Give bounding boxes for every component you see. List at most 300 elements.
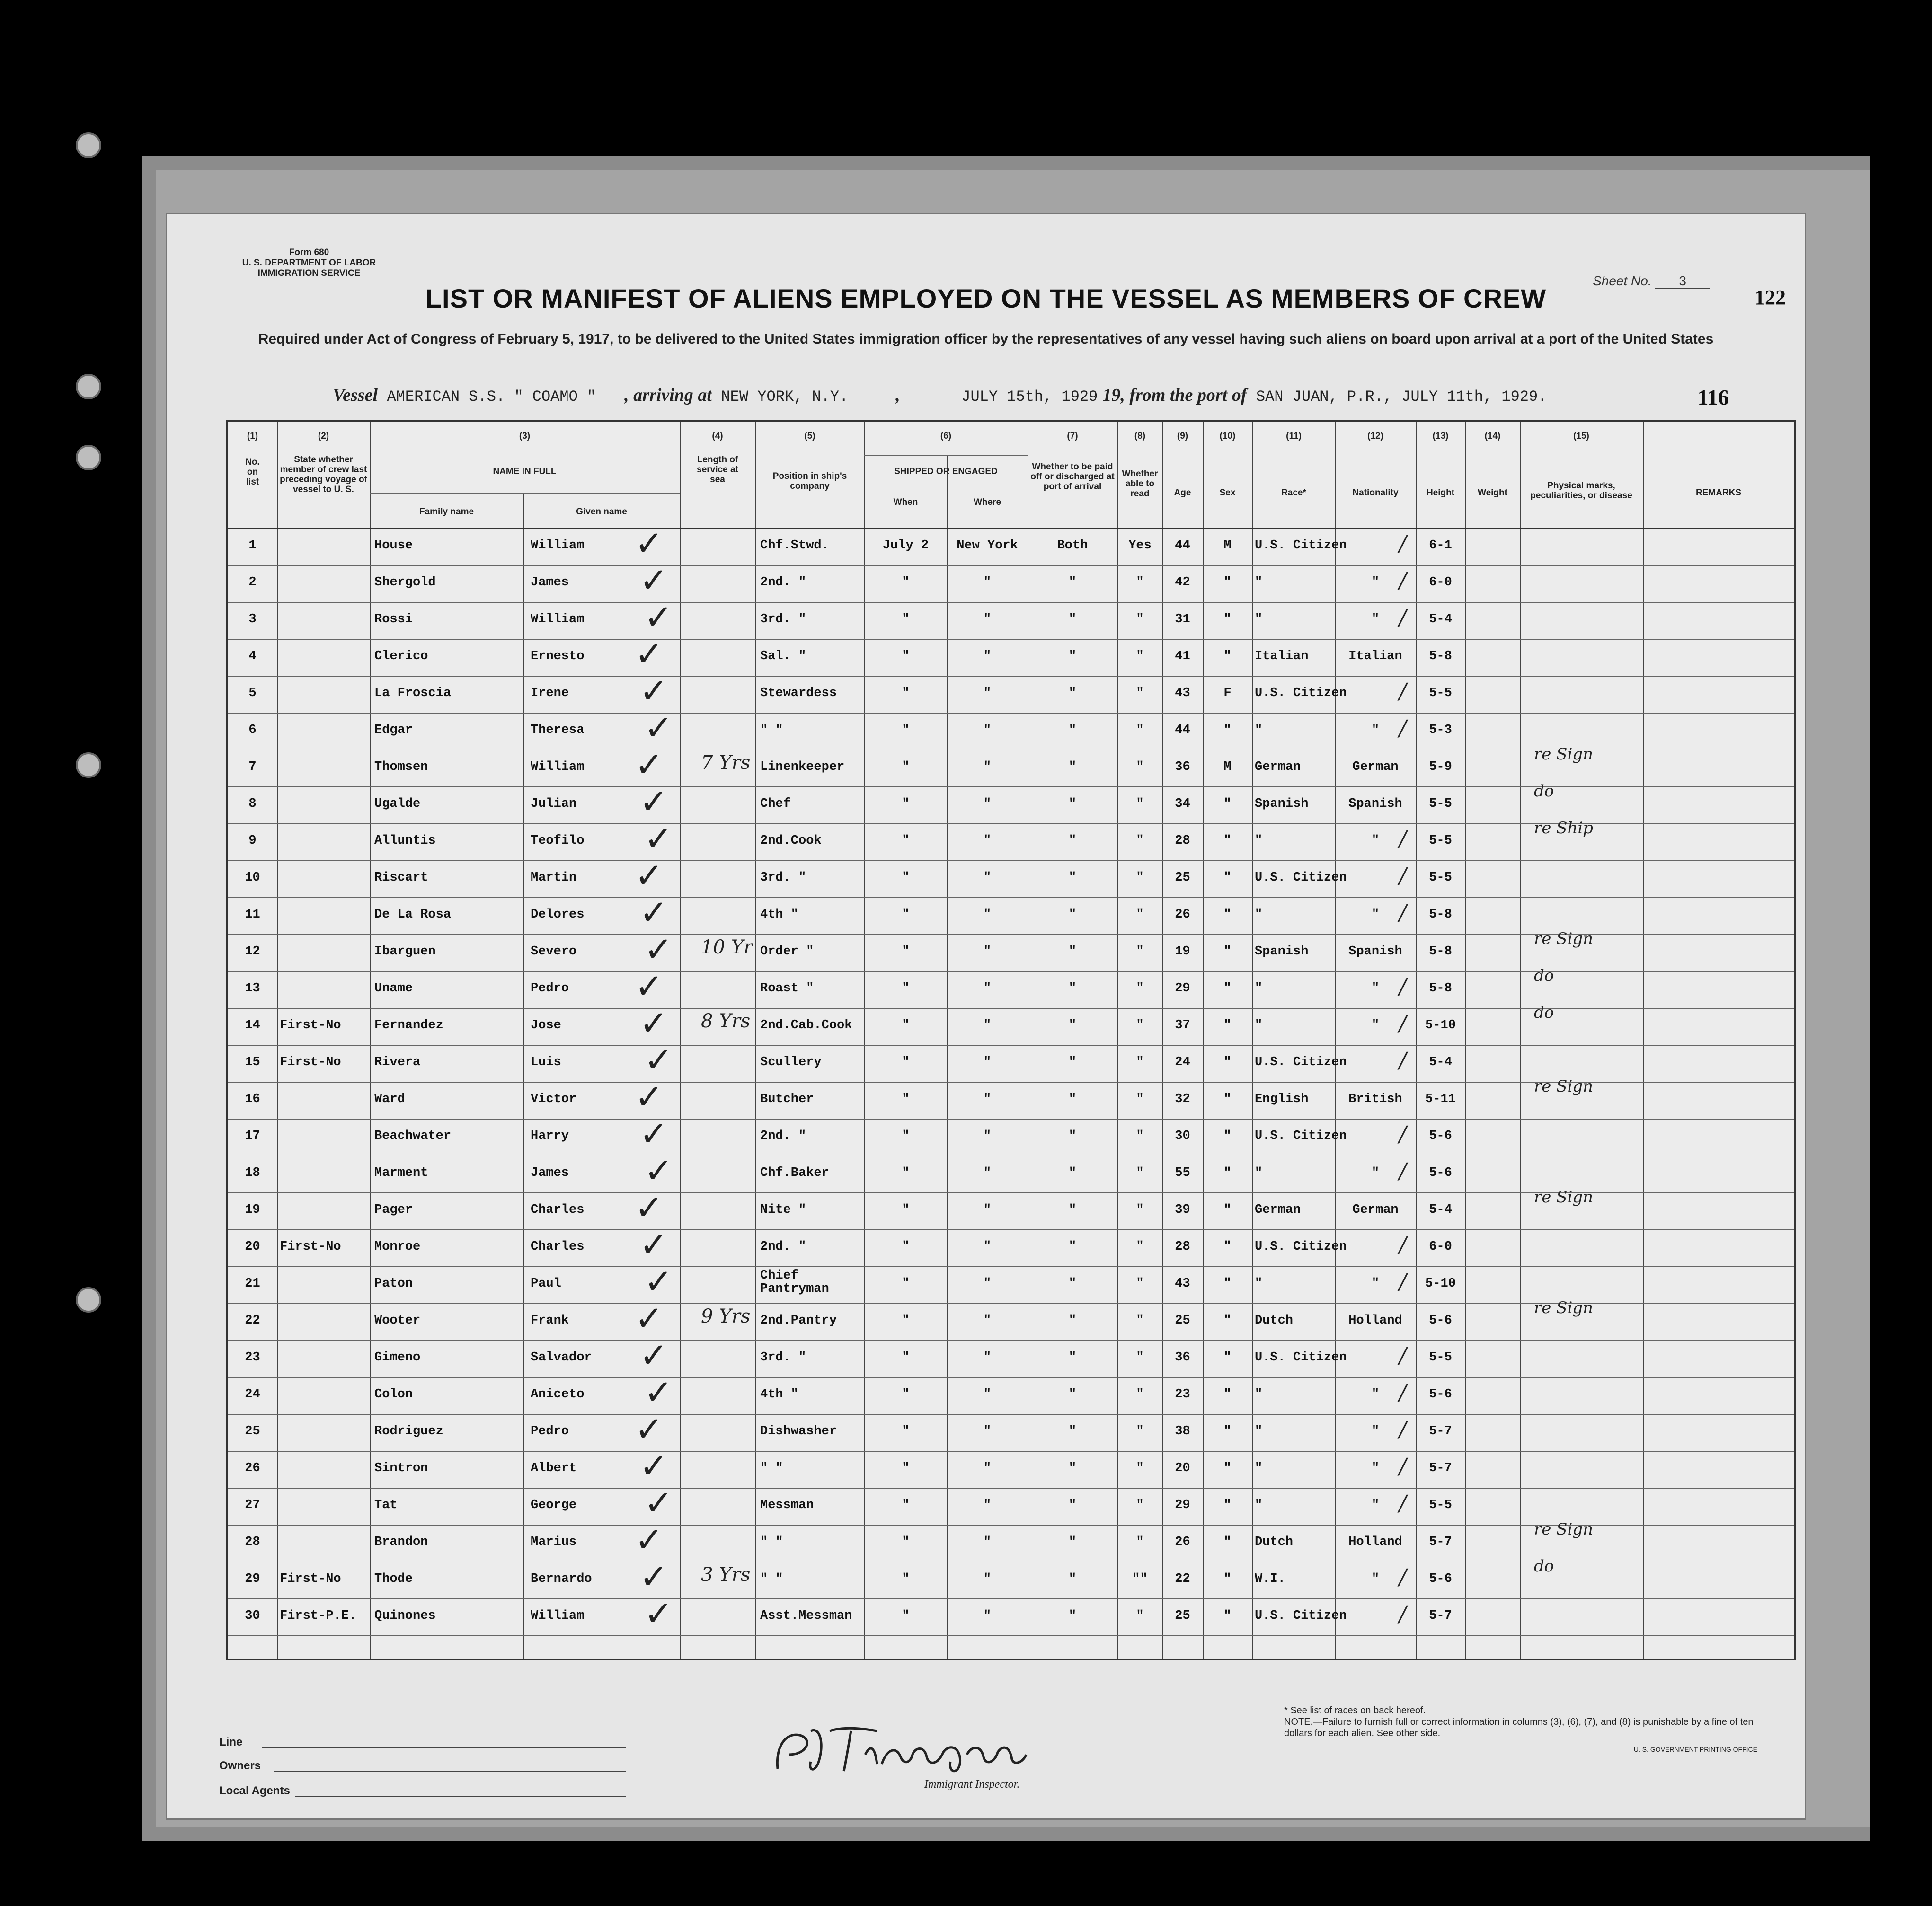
paid-off: " [1068,723,1077,737]
able-to-read: " [1136,1387,1144,1402]
shipped-when: " [902,1609,910,1623]
col-shipped-header: SHIPPED OR ENGAGED [894,467,998,476]
paid-off: " [1068,1166,1077,1180]
shipped-where: " [983,612,992,627]
slash-mark: / [1399,1158,1407,1183]
family-name: Pager [374,1203,413,1217]
shipped-where: " [983,908,992,922]
nationality: German [1352,760,1399,774]
col-race-number: (11) [1286,431,1302,441]
family-name: Rodriguez [374,1424,443,1438]
binder-hole [76,132,101,158]
able-to-read: " [1136,1535,1144,1549]
shipped-when: " [902,649,910,663]
shipped-when: " [902,1314,910,1328]
age: 42 [1175,575,1190,590]
position: Roast " [760,981,814,996]
sex: " [1223,1535,1232,1549]
sex: " [1223,1387,1232,1402]
col-no-number: (1) [247,431,258,441]
row-rule [228,713,1794,714]
sex: " [1223,1424,1232,1438]
shipped-when: " [902,1461,910,1475]
able-to-read: " [1136,871,1144,885]
check-mark: ✓ [639,560,668,600]
col-physical-number: (15) [1573,431,1589,441]
paid-off: " [1068,1277,1077,1291]
able-to-read: " [1136,908,1144,922]
age: 43 [1175,686,1190,700]
given-name: James [531,1166,569,1180]
able-to-read: " [1136,1018,1144,1032]
race: " [1255,723,1263,737]
check-mark: ✓ [644,929,673,969]
given-name: Salvador [531,1350,592,1365]
shipped-when: " [902,1277,910,1291]
given-name: William [531,760,585,774]
row-rule [228,1008,1794,1009]
row-number: 25 [245,1424,260,1438]
binder-hole [76,374,101,399]
check-mark: ✓ [635,523,664,563]
given-name: Luis [531,1055,561,1069]
row-rule [228,1119,1794,1120]
age: 25 [1175,1609,1190,1623]
printer-mark: U. S. GOVERNMENT PRINTING OFFICE [1633,1746,1757,1753]
able-to-read: " [1136,834,1144,848]
sex: " [1223,871,1232,885]
form-subtitle: Required under Act of Congress of February 5, 1917, to be delivered to the United States immigration officer by the representatives of any vessel having such aliens on board upon arrival at a port of the United States [258,331,1714,347]
nationality: British [1348,1092,1402,1106]
family-name: Thomsen [374,760,428,774]
check-mark: ✓ [644,1594,673,1633]
paid-off: " [1068,1609,1077,1623]
col-age-number: (9) [1177,431,1188,441]
slash-mark: / [1399,1490,1407,1516]
family-name: Alluntis [374,834,436,848]
position: 3rd. " [760,1350,806,1365]
row-number: 4 [248,649,257,663]
family-name: Riscart [374,871,428,885]
check-mark: ✓ [639,1114,668,1154]
family-name: Fernandez [374,1018,443,1032]
height: 5-6 [1429,1166,1452,1180]
shipped-where: " [983,1498,992,1512]
shipped-where: " [983,1129,992,1143]
race: " [1255,908,1263,922]
paid-off: " [1068,1203,1077,1217]
height: 5-5 [1429,1498,1452,1512]
check-mark: ✓ [639,671,668,711]
row-number: 21 [245,1277,260,1291]
race: " [1255,1018,1263,1032]
family-name: Edgar [374,723,413,737]
slash-mark: / [1399,863,1407,888]
shipped-where: " [983,871,992,885]
shipped-where: " [983,981,992,996]
height: 5-11 [1425,1092,1456,1106]
sex: " [1223,1461,1232,1475]
shipped-when: " [902,1166,910,1180]
agents-field [295,1796,626,1797]
age: 19 [1175,944,1190,959]
position: Sal. " [760,649,806,663]
race: German [1255,760,1301,774]
shipped-where: " [983,760,992,774]
position: 3rd. " [760,612,806,627]
row-number: 12 [245,944,260,959]
shipped-when: " [902,1387,910,1402]
row-number: 26 [245,1461,260,1475]
row-number: 20 [245,1240,260,1254]
shipped-when: " [902,1535,910,1549]
slash-mark: / [1399,1564,1407,1589]
position: " " [760,1461,783,1475]
previous-voyage: First-No [280,1572,341,1586]
age: 44 [1175,723,1190,737]
family-name: Marment [374,1166,428,1180]
age: 22 [1175,1572,1190,1586]
age: 29 [1175,1498,1190,1512]
position: Nite " [760,1203,806,1217]
check-mark: ✓ [644,1040,673,1080]
row-rule [228,860,1794,861]
paid-off: " [1068,1092,1077,1106]
sheet-value: 3 [1655,274,1710,289]
row-number: 1 [248,538,257,553]
able-to-read: " [1136,1498,1144,1512]
row-number: 5 [248,686,257,700]
height: 5-9 [1429,760,1452,774]
service-length: 10 Yr [701,936,753,958]
col-prev-number: (2) [318,431,329,441]
col-family-header: Family name [419,507,474,517]
shipped-when: " [902,871,910,885]
col-where-header: Where [973,497,1001,507]
row-number: 18 [245,1166,260,1180]
shipped-when: " [902,944,910,959]
check-mark: ✓ [639,1335,668,1375]
position: " " [760,1535,783,1549]
shipped-where: " [983,686,992,700]
given-name: William [531,1609,585,1623]
race: Dutch [1255,1535,1294,1549]
col-name-header: NAME IN FULL [493,467,557,476]
sex: M [1223,760,1232,774]
department: U. S. DEPARTMENT OF LABOR [242,258,376,268]
age: 24 [1175,1055,1190,1069]
shipped-when: " [902,1424,910,1438]
shipped-where: " [983,797,992,811]
slash-mark: / [1399,1453,1407,1479]
shipped-where: " [983,649,992,663]
row-number: 11 [245,908,260,922]
nationality: Spanish [1348,797,1402,811]
service: IMMIGRATION SERVICE [257,268,361,278]
owners-field [274,1771,626,1772]
able-to-read: " [1136,686,1144,700]
able-to-read: " [1136,1092,1144,1106]
shipped-where: " [983,1314,992,1328]
race: Dutch [1255,1314,1294,1328]
shipped-when: " [902,612,910,627]
position: Butcher [760,1092,814,1106]
check-mark: ✓ [644,1262,673,1301]
slash-mark: / [1399,1601,1407,1626]
given-name: William [531,538,585,553]
family-name: Beachwater [374,1129,452,1143]
row-number: 15 [245,1055,260,1069]
height: 5-8 [1429,944,1452,959]
shipped-where: " [983,723,992,737]
row-number: 24 [245,1387,260,1402]
height: 5-6 [1429,1314,1452,1328]
age: 39 [1175,1203,1190,1217]
position: Scullery [760,1055,822,1069]
able-to-read: " [1136,1240,1144,1254]
check-mark: ✓ [644,708,673,748]
position: 2nd.Pantry [760,1314,837,1328]
row-number: 29 [245,1572,260,1586]
shipped-where: " [983,1240,992,1254]
paid-off: " [1068,1055,1077,1069]
able-to-read: " [1136,575,1144,590]
given-name: William [531,612,585,627]
row-rule [228,1488,1794,1489]
race: English [1255,1092,1309,1106]
shipped-where: " [983,1018,992,1032]
slash-mark: / [1399,1047,1407,1073]
paid-off: " [1068,1240,1077,1254]
able-to-read: " [1136,1166,1144,1180]
race: German [1255,1203,1301,1217]
physical-marks-note: re Ship [1534,819,1594,838]
nationality: " [1371,723,1380,737]
form-title: LIST OR MANIFEST OF ALIENS EMPLOYED ON THE VESSEL AS MEMBERS OF CREW [425,283,1547,313]
col-when-header: When [893,497,918,507]
age: 26 [1175,908,1190,922]
check-mark: ✓ [635,1409,664,1449]
sex: " [1223,723,1232,737]
sex: " [1223,1240,1232,1254]
sheet-number [1593,274,1710,289]
height: 5-8 [1429,908,1452,922]
paid-off: " [1068,612,1077,627]
position: Stewardess [760,686,837,700]
race: " [1255,575,1263,590]
physical-marks-note: do [1534,1557,1554,1576]
sex: " [1223,1350,1232,1365]
row-rule [228,1635,1794,1636]
check-mark: ✓ [635,1077,664,1117]
given-name: Ernesto [531,649,585,663]
position: " " [760,1572,783,1586]
race: " [1255,612,1263,627]
binder-hole [76,752,101,778]
arriving-label: arriving at [633,385,712,405]
position: 4th " [760,908,799,922]
height: 6-0 [1429,1240,1452,1254]
vessel-line: Vessel AMERICAN S.S. " COAMO " , arriving at NEW YORK, N.Y. , JULY 15th, 1929 19, from the port of SAN JUAN, P.R., JULY 11th, 1929. [333,385,1566,406]
paid-off: " [1068,575,1077,590]
previous-voyage: First-No [280,1018,341,1032]
row-rule [228,639,1794,640]
height: 5-4 [1429,612,1452,627]
age: 25 [1175,871,1190,885]
sex: " [1223,1277,1232,1291]
position: Chf.Stwd. [760,538,829,553]
arrival-date: JULY 15th, 1929 [904,388,1102,406]
sex: " [1223,1572,1232,1586]
race: " [1255,1461,1263,1475]
height: 5-5 [1429,871,1452,885]
race: " [1255,1277,1263,1291]
owners-label: Owners [219,1759,261,1772]
shipped-where: " [983,1424,992,1438]
check-mark: ✓ [639,1225,668,1264]
able-to-read: " [1136,1424,1144,1438]
row-number: 9 [248,834,257,848]
penalty-note: NOTE.—Failure to furnish full or correct information in columns (3), (6), (7), and (8) is punishable by a fine of ten dollars for each alien. See other side. [1284,1717,1754,1738]
height: 5-3 [1429,723,1452,737]
col-paid-number: (7) [1067,431,1078,441]
paid-off: " [1068,1572,1077,1586]
row-number: 16 [245,1092,260,1106]
row-number: 6 [248,723,257,737]
col-weight-number: (14) [1484,431,1501,441]
able-to-read: " [1136,1203,1144,1217]
col-sex-header: Sex [1219,488,1236,498]
slash-mark: / [1399,678,1407,704]
height: 5-10 [1425,1277,1456,1291]
height: 5-7 [1429,1461,1452,1475]
sex: " [1223,1314,1232,1328]
able-to-read: " [1136,944,1144,959]
binder-hole [76,1287,101,1313]
height: 5-8 [1429,649,1452,663]
slash-mark: / [1399,1416,1407,1442]
race: U.S. Citizen [1255,686,1347,700]
crew-table [226,420,1796,1660]
shipped-when: " [902,1092,910,1106]
check-mark: ✓ [644,1151,673,1191]
shipped-when: " [902,1498,910,1512]
position: 4th " [760,1387,799,1402]
slash-mark: / [1399,1121,1407,1147]
shipped-when: " [902,1129,910,1143]
age: 30 [1175,1129,1190,1143]
row-number: 7 [248,760,257,774]
age: 36 [1175,1350,1190,1365]
check-mark: ✓ [644,819,673,858]
row-rule [228,602,1794,603]
check-mark: ✓ [635,856,664,895]
col-position-header: Position in ship's company [772,471,847,491]
shipped-where: " [983,1387,992,1402]
shipped-when: " [902,797,910,811]
family-name: Tat [374,1498,398,1512]
shipped-where: " [983,1461,992,1475]
row-rule [228,786,1794,787]
physical-marks-note: re Sign [1534,929,1594,948]
shipped-when: July 2 [882,538,929,553]
sex: " [1223,1092,1232,1106]
previous-voyage: First-No [280,1240,341,1254]
sex: " [1223,1609,1232,1623]
position: 2nd. " [760,1129,806,1143]
previous-voyage: First-No [280,1055,341,1069]
col-service-number: (4) [712,431,723,441]
sex: " [1223,1055,1232,1069]
sex: M [1223,538,1232,553]
binder-hole [76,445,101,470]
sex: " [1223,1018,1232,1032]
col-shipped-number: (6) [940,431,952,441]
col-given-header: Given name [576,507,627,517]
check-mark: ✓ [635,1520,664,1560]
shipped-when: " [902,1572,910,1586]
row-rule [228,1414,1794,1415]
height: 5-6 [1429,1572,1452,1586]
agents-label: Local Agents [219,1784,290,1797]
col-nationality-number: (12) [1367,431,1383,441]
able-to-read: "" [1132,1572,1148,1586]
shipped-when: " [902,1240,910,1254]
col-sex-number: (10) [1219,431,1236,441]
race: " [1255,1387,1263,1402]
shipped-when: " [902,575,910,590]
race: U.S. Citizen [1255,1055,1347,1069]
nationality: Holland [1348,1314,1402,1328]
nationality: " [1371,834,1380,848]
col-height-header: Height [1426,488,1455,498]
col-nationality-header: Nationality [1352,488,1399,498]
shipped-where: " [983,1609,992,1623]
position: 3rd. " [760,871,806,885]
able-to-read: " [1136,1129,1144,1143]
sheet-label: Sheet No. [1593,274,1652,288]
paid-off: " [1068,1424,1077,1438]
position: 2nd.Cook [760,834,822,848]
family-name: Ugalde [374,797,421,811]
row-number: 27 [245,1498,260,1512]
given-name: Frank [531,1314,569,1328]
check-mark: ✓ [639,1557,668,1597]
able-to-read: " [1136,1314,1144,1328]
given-name: Irene [531,686,569,700]
nationality: German [1352,1203,1399,1217]
race: U.S. Citizen [1255,1240,1347,1254]
nationality: " [1371,1166,1380,1180]
age: 44 [1175,538,1190,553]
paid-off: " [1068,1018,1077,1032]
service-length: 8 Yrs [701,1010,751,1032]
check-mark: ✓ [635,1188,664,1227]
age: 31 [1175,612,1190,627]
inspector-label: Immigrant Inspector. [924,1778,1020,1791]
nationality: " [1371,981,1380,996]
paid-off: " [1068,1461,1077,1475]
shipped-where: New York [957,538,1018,553]
vessel-label: Vessel [333,385,378,405]
col-no-header: No. on list [245,457,260,487]
row-rule [228,1045,1794,1046]
race: U.S. Citizen [1255,1129,1347,1143]
shipped-when: " [902,1055,910,1069]
family-name: Paton [374,1277,413,1291]
inspector-signature [768,1717,1099,1778]
col-age-header: Age [1174,488,1191,498]
